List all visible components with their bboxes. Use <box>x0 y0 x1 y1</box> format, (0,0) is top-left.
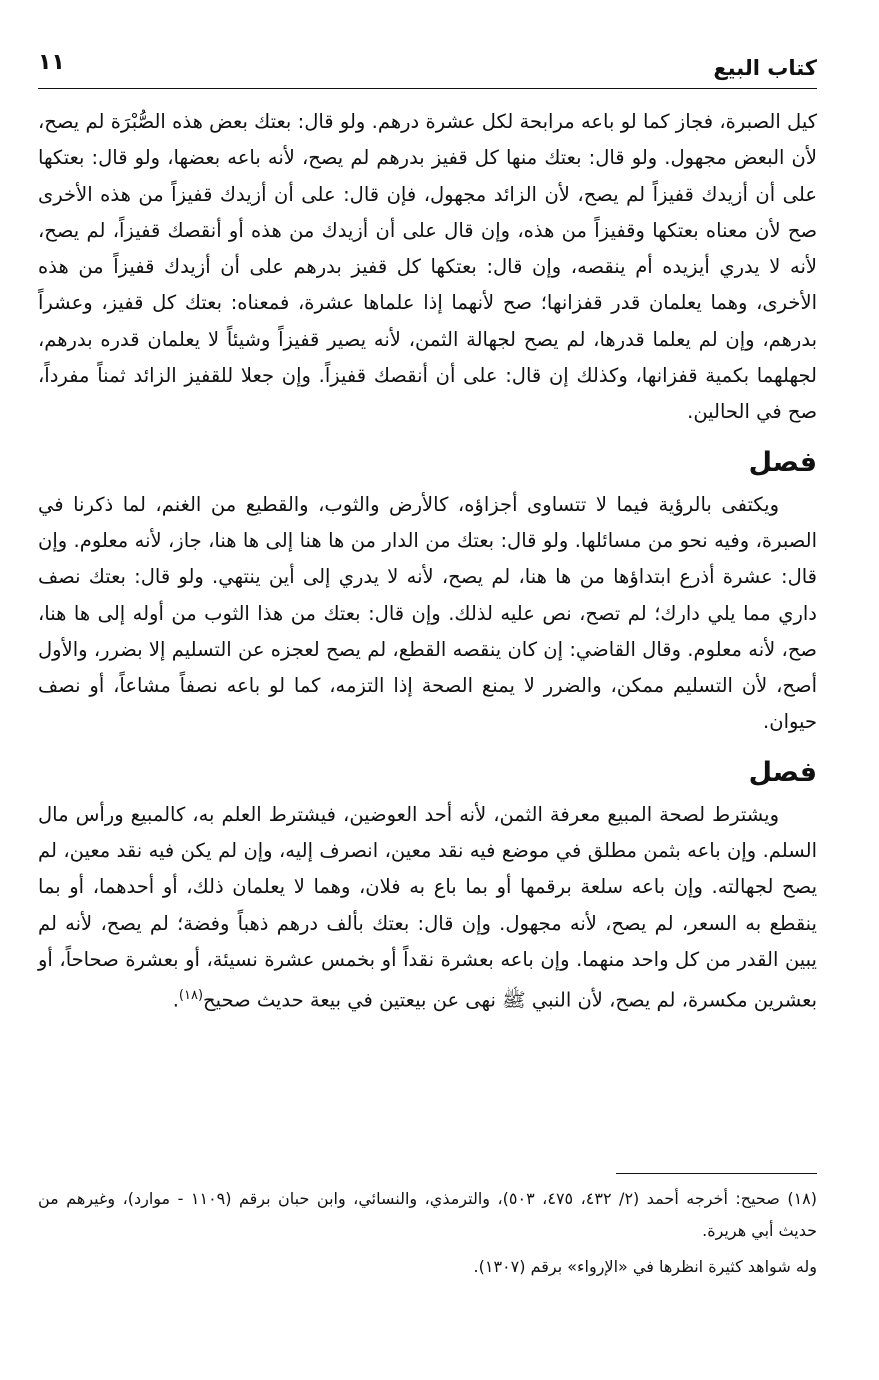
paragraph-2: ويكتفى بالرؤية فيما لا تتساوى أجزاؤه، كالأرض والثوب، والقطيع من الغنم، لما ذكرنا في الصبرة، وفيه نحو من مسائلها. ولو قال: بعتك من الدار من ها هنا إلى ها هنا، جاز، لأنه معلوم. وإن قال: عشرة أذرع ابتداؤها من ها هنا، لم يصح، لأنه لا يدري إلى أين ينتهي. ولو قال: بعتك نصف داري مما يلي دارك؛ لم تصح، نص عليه لذلك. وإن قال: بعتك من هذا الثوب من أوله إلى ها هنا، صح، لأنه معلوم. وقال القاضي: إن كان ينقصه القطع، لم يصح لعجزه عن التسليم إلا بضرر، والأول أصح، لأن التسليم ممكن، والضرر لا يمنع الصحة إذا التزمه، كما لو باعه نصفاً مشاعاً، أو نصف حيوان. <box>38 492 817 734</box>
paragraph-1: كيل الصبرة، فجاز كما لو باعه مرابحة لكل عشرة درهم. ولو قال: بعتك بعض هذه الصُّبْرَة لم يصح، لأن البعض مجهول. ولو قال: بعتك منها كل قفيز بدرهم لم يصح، لأنه باعه بعضها، ولو قال: بعتكها على أن أزيدك قفيزاً لم يصح، لأن الزائد مجهول، فإن قال: على أن أزيدك قفيزاً من هذه الأخرى صح لأن معناه بعتكها وقفيزاً من هذه، وإن قال على أن أزيدك من هذه أو أنقصك قفيزاً، لم يصح، لأنه لا يدري أيزيده أم ينقصه، وإن قال: بعتكها كل قفيز بدرهم على أن أزيدك قفيزاً من هذه الأخرى، وهما يعلمان قدر قفزانها؛ صح لأنهما إذا علماها عشرة، فمعناه: بعتك كل قفيز، وعشراً بدرهم، وإن لم يعلما قدرها، لم يصح لجهالة الثمن، لأنه يصير قفيزاً وشيئاً لا يعلمان قدره بدرهم، لجهلهما بكمية قفزانها، وكذلك إن قال: على أن أنقصك قفيزاً. وإن جعلا للقفيز الزائد ثمناً مفرداً، صح في الحالين. <box>38 110 817 424</box>
section-title-1: فصل <box>748 446 817 478</box>
paragraph-3-text: ويشترط لصحة المبيع معرفة الثمن، لأنه أحد العوضين، فيشترط العلم به، كالمبيع ورأس مال السلم. وإن باعه بثمن مطلق في موضع فيه نقد معين، انصرف إليه، وإن لم يكن فيه نقد معين، لم يصح لجهالته. وإن باعه سلعة برقمها أو بما باع به فلان، وهما لا يعلمان ذلك، أو أحدهما، أو بما ينقطع به السعر، لم يصح، لأنه مجهول. وإن قال: بعتك بألف درهم ذهباً وفضة؛ لم يصح، لأنه لم يبين القدر من كل واحد منهما. وإن باعه بعشرة نقداً أو بخمس عشرة نسيئة، أو بعشرة صحاحاً، أو بعشرين مكسرة، لم يصح، لأن النبي ﷺ نهى عن بيعتين في بيعة حديث صحيح <box>38 802 817 1012</box>
footnote-separator <box>616 1173 817 1174</box>
footnote-marker: (١٨) <box>178 988 204 1004</box>
main-text <box>38 104 817 1019</box>
section-title-2: فصل <box>748 756 817 788</box>
footnote-18-note: وله شواهد كثيرة انظرها في «الإرواء» برقم (١٣٠٧). <box>473 1257 817 1276</box>
page-header <box>38 40 817 89</box>
page-number: ١١ <box>38 50 65 75</box>
running-title: كتاب البيع <box>713 56 817 80</box>
paragraph-3-end: . <box>172 988 179 1012</box>
footnotes <box>38 1183 817 1283</box>
footnote-18: (١٨) صحيح: أخرجه أحمد (٢/ ٤٣٢، ٤٧٥، ٥٠٣)، والترمذي، والنسائي، وابن حبان برقم (١١٠٩ - موارد)، وغيرهم من حديث أبي هريرة. <box>38 1189 818 1240</box>
paragraph-3 <box>38 797 817 1019</box>
